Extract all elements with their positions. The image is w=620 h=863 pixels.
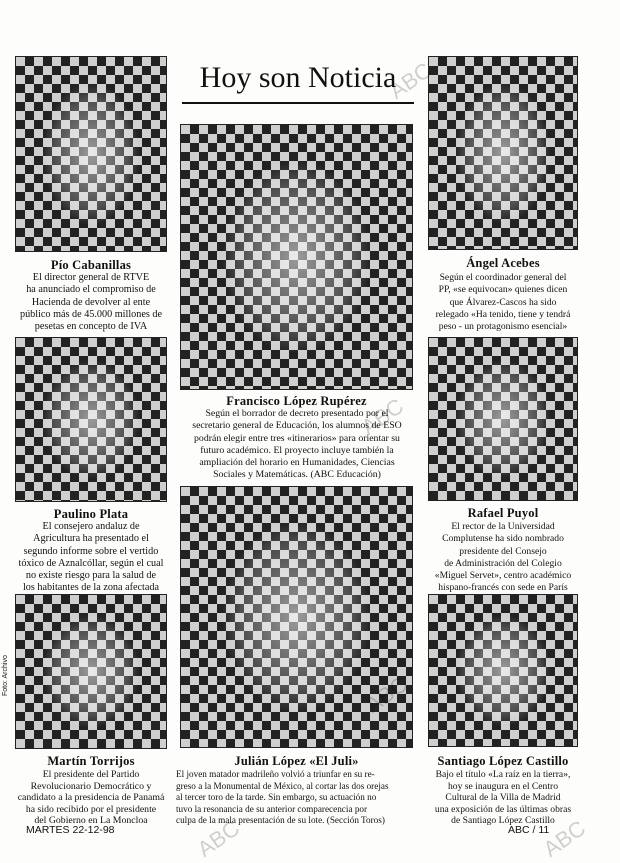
caption-pio-cabanillas: El director general de RTVE ha anunciado el compromiso de Hacienda de devolver al ente público más de 45.000 millones de pesetas en concepto de IVA bbox=[19, 272, 163, 333]
photo-rafael-puyol bbox=[428, 337, 578, 501]
photo-santiago-lopez-castillo bbox=[428, 594, 578, 747]
footer-date: MARTES 22-12-98 bbox=[26, 824, 115, 836]
name-angel-acebes: Ángel Acebes bbox=[466, 256, 540, 270]
name-santiago-lopez-castillo: Santiago López Castillo bbox=[437, 754, 569, 768]
caption-angel-acebes: Según el coordinador general del PP, «se equivocan» quienes dicen que Álvarez-Cascos ha sido relegado «Ha tenido, tiene y tendrá peso - un protagonismo esencial» bbox=[435, 272, 571, 333]
photo-paulino-plata bbox=[15, 337, 167, 502]
watermark-4: ABC bbox=[192, 815, 245, 862]
caption-rafael-puyol: El rector de la Universidad Complutense ha sido nombrado presidente del Consejo de Administración del Colegio «Miguel Servet», centro académico hispano-francés con sede en París bbox=[434, 521, 572, 594]
name-pio-cabanillas: Pío Cabanillas bbox=[50, 258, 132, 272]
watermark-2: ABC bbox=[356, 393, 409, 440]
caption-paulino-plata: El consejero andaluz de Agricultura ha presentado el segundo informe sobre el vertido tóxico de Aznalcóllar, según el cual no existe riesgo para la salud de los habitantes de la zona afectada bbox=[18, 521, 164, 594]
photo-credit: Foto: Archivo bbox=[2, 655, 9, 696]
photo-angel-acebes bbox=[428, 56, 578, 250]
name-rafael-puyol: Rafael Puyol bbox=[467, 506, 539, 520]
caption-julian-lopez: El joven matador madrileño volvió a triunfar en su re- greso a la Monumental de México, al cortar las dos orejas al tercer toro de la tarde. Sin embargo, su actuación no tuvo la resonancia de su anterior comparecencia por culpa de la mala presentación de su lote. (Sección Toros) bbox=[176, 769, 389, 826]
caption-martin-torrijos: El presidente del Partido Revolucionario Democrático y candidato a la presidencia de Panamá ha sido recibido por el presidente del Gobierno en La Moncloa bbox=[17, 769, 165, 827]
photo-francisco-lopez-ruperez bbox=[180, 124, 413, 390]
name-paulino-plata: Paulino Plata bbox=[53, 507, 129, 521]
caption-francisco-lopez-ruperez: Según el borrador de decreto presentado por el secretario general de Educación, los alumnos de ESO podrán elegir entre tres «itinerarios» para orientar su futuro académico. El proyecto incluye también la ampliación del horario en Humanidades, Ciencias Sociales y Matemáticas. (ABC Educación) bbox=[192, 408, 402, 481]
name-martin-torrijos: Martín Torrijos bbox=[47, 754, 135, 768]
watermark-5: ABC bbox=[538, 815, 591, 862]
photo-julian-lopez bbox=[180, 486, 413, 748]
name-julian-lopez: Julián López «El Juli» bbox=[234, 754, 359, 768]
page-title: Hoy son Noticia bbox=[182, 56, 414, 104]
caption-santiago-lopez-castillo: Bajo el título «La raíz en la tierra», hoy se inaugura en el Centro Cultural de la Villa de Madrid una exposición de las últimas obras de Santiago López Castillo bbox=[434, 769, 572, 827]
footer-page: ABC / 11 bbox=[508, 824, 550, 836]
watermark-1: ABC bbox=[384, 57, 437, 104]
name-francisco-lopez-ruperez: Francisco López Rupérez bbox=[226, 394, 367, 408]
photo-pio-cabanillas bbox=[15, 56, 167, 252]
photo-martin-torrijos bbox=[15, 594, 167, 749]
